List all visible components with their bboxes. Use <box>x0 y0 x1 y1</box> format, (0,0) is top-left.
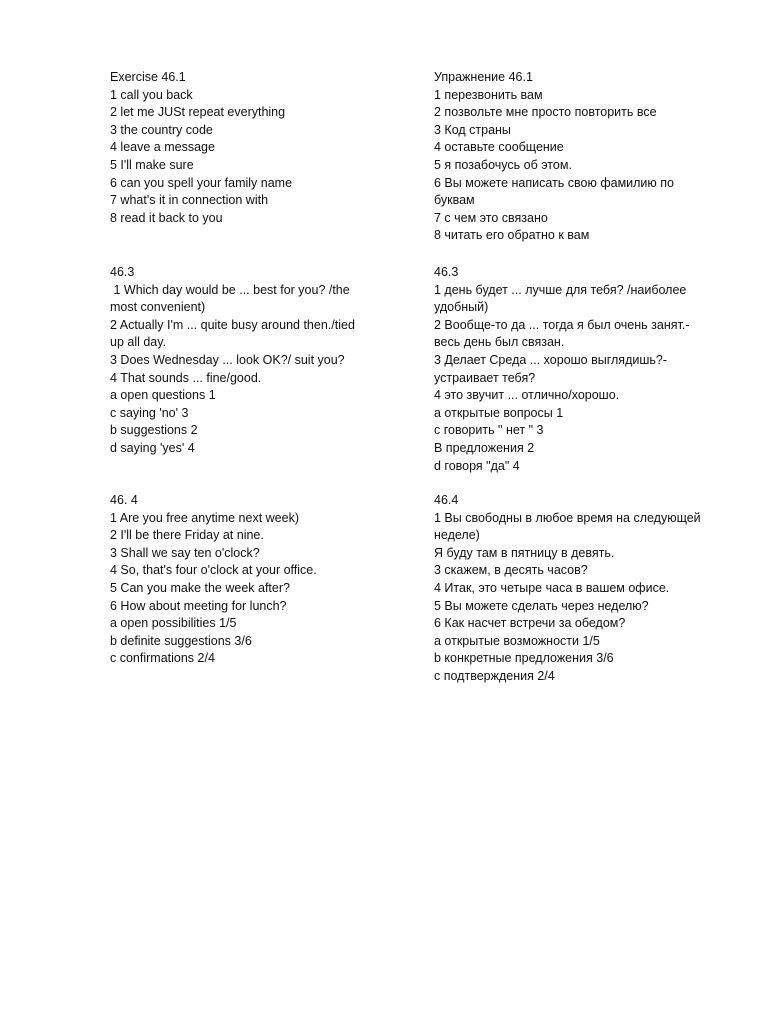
answer-line: 4 Итак, это четыре часа в вашем офисе. <box>434 580 670 595</box>
answer-line: 4 So, that's four o'clock at your office. <box>110 563 317 578</box>
answer-line: 7 what's it in connection with <box>110 193 269 208</box>
answer-line: а открытые вопросы 1 <box>434 405 564 420</box>
exercise-46-4-russian <box>434 492 724 686</box>
answer-line: 1 день будет ... лучше для тебя? /наиболее <box>434 282 687 297</box>
answer-line: d saying 'yes' 4 <box>110 440 195 455</box>
answer-line: b конкретные предложения 3/6 <box>434 651 614 666</box>
answer-line: a open possibilities 1/5 <box>110 616 237 631</box>
answer-line: буквам <box>434 193 475 208</box>
answer-line: 3 скажем, в десять часов? <box>434 563 588 578</box>
answer-line: 8 read it back to you <box>110 210 223 225</box>
answer-line: 6 can you spell your family name <box>110 175 293 190</box>
answer-line: 4 оставьте сообщение <box>434 140 564 155</box>
answer-line: 3 Код страны <box>434 122 511 137</box>
answer-line: 1 перезвонить вам <box>434 87 543 102</box>
answer-line: most convenient) <box>110 300 206 315</box>
answer-line: 1 call you back <box>110 87 193 102</box>
answer-line: 2 let me JUSt repeat everything <box>110 105 286 120</box>
exercise-46-1-russian <box>434 69 724 245</box>
exercise-46-1-english <box>110 69 410 227</box>
answer-line: 5 я позабочусь об этом. <box>434 157 572 172</box>
answer-line: 5 I'll make sure <box>110 157 194 172</box>
answer-line: 6 Как насчет встречи за обедом? <box>434 616 626 631</box>
exercise-heading: 46. 4 <box>110 493 138 507</box>
exercise-46-3-english <box>110 264 410 458</box>
answer-line: 2 I'll be there Friday at nine. <box>110 528 264 543</box>
exercise-heading: 46.3 <box>110 265 135 279</box>
answer-line: 1 Are you free anytime next week) <box>110 510 299 525</box>
answer-line: 3 Does Wednesday ... look OK?/ suit you? <box>110 352 345 367</box>
answer-line: 3 Shall we say ten o'clock? <box>110 545 260 560</box>
answer-line: 8 читать его обратно к вам <box>434 228 590 243</box>
answer-line: 4 это звучит ... отлично/хорошо. <box>434 388 620 403</box>
answer-line: В предложения 2 <box>434 440 535 455</box>
answer-line: удобный) <box>434 300 489 315</box>
answer-line: up all day. <box>110 335 167 350</box>
exercise-heading: Упражнение 46.1 <box>434 70 533 84</box>
answer-line: 5 Вы можете сделать через неделю? <box>434 598 649 613</box>
answer-line: 5 Can you make the week after? <box>110 580 290 595</box>
answer-line: b suggestions 2 <box>110 423 198 438</box>
answer-line: 4 leave a message <box>110 140 215 155</box>
answer-line: неделе) <box>434 528 480 543</box>
exercise-46-4-english <box>110 492 410 668</box>
exercise-heading: Exercise 46.1 <box>110 70 186 84</box>
answer-line: 1 Which day would be ... best for you? /the <box>110 282 350 297</box>
answer-line: c confirmations 2/4 <box>110 651 215 666</box>
exercise-heading: 46.4 <box>434 493 459 507</box>
answer-line: 2 Actually I'm ... quite busy around then./tied <box>110 317 355 332</box>
exercise-heading: 46.3 <box>434 265 459 279</box>
answer-line: 4 That sounds ... fine/good. <box>110 370 262 385</box>
answer-line: 7 с чем это связано <box>434 210 548 225</box>
exercise-46-3-russian <box>434 264 724 475</box>
answer-line: b definite suggestions 3/6 <box>110 633 252 648</box>
answer-line: c saying 'no' 3 <box>110 405 189 420</box>
answer-line: 2 позвольте мне просто повторить все <box>434 105 657 120</box>
answer-line: d говоря "да" 4 <box>434 458 520 473</box>
answer-line: 2 Вообще-то да ... тогда я был очень занят.- <box>434 317 690 332</box>
answer-line: 3 Делает Среда ... хорошо выглядишь?- <box>434 352 667 367</box>
answer-line: 1 Вы свободны в любое время на следующей <box>434 510 701 525</box>
answer-line: с подтверждения 2/4 <box>434 668 555 683</box>
answer-line: 3 the country code <box>110 122 213 137</box>
answer-line: с говорить " нет " 3 <box>434 423 544 438</box>
answer-line: Я буду там в пятницу в девять. <box>434 545 615 560</box>
answer-line: 6 Вы можете написать свою фамилию по <box>434 175 674 190</box>
answer-line: а открытые возможности 1/5 <box>434 633 600 648</box>
answer-line: 6 How about meeting for lunch? <box>110 598 287 613</box>
answer-line: a open questions 1 <box>110 388 216 403</box>
answer-line: устраивает тебя? <box>434 370 536 385</box>
answer-line: весь день был связан. <box>434 335 565 350</box>
